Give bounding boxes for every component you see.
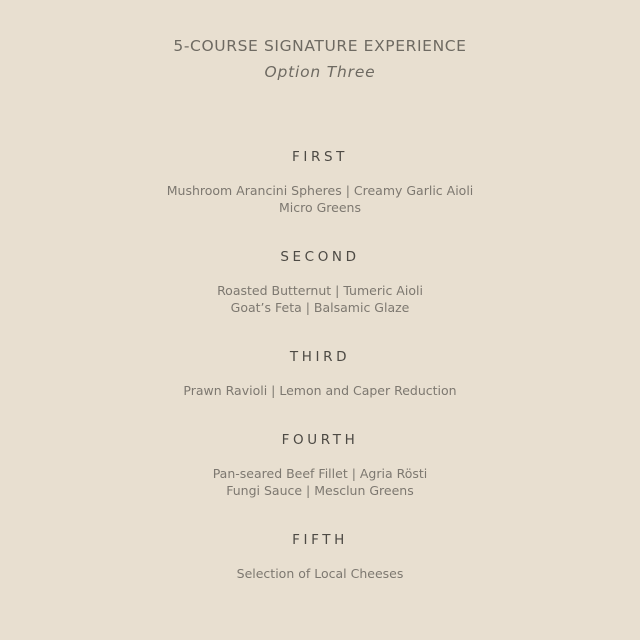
course-second-line-2: Goat’s Feta | Balsamic Glaze	[230, 300, 410, 315]
course-heading-third: THIRD	[289, 349, 351, 365]
course-fifth-line-1: Selection of Local Cheeses	[236, 566, 404, 581]
course-heading-fifth: FIFTH	[292, 532, 348, 548]
course-fourth-line-1: Pan-seared Beef Fillet | Agria Rösti	[212, 466, 428, 481]
course-first-line-2: Micro Greens	[279, 200, 361, 215]
course-heading-first: FIRST	[292, 149, 348, 165]
course-fourth-line-2: Fungi Sauce | Mesclun Greens	[226, 483, 414, 498]
course-heading-second: SECOND	[280, 249, 360, 265]
course-second-line-1: Roasted Butternut | Tumeric Aioli	[217, 283, 423, 298]
course-heading-fourth: FOURTH	[281, 432, 359, 448]
course-third-line-1: Prawn Ravioli | Lemon and Caper Reduction	[183, 383, 457, 398]
course-first-line-1: Mushroom Arancini Spheres | Creamy Garlic Aioli	[166, 183, 474, 198]
menu-subtitle: Option Three	[264, 63, 376, 81]
menu-title: 5-COURSE SIGNATURE EXPERIENCE	[173, 37, 467, 55]
